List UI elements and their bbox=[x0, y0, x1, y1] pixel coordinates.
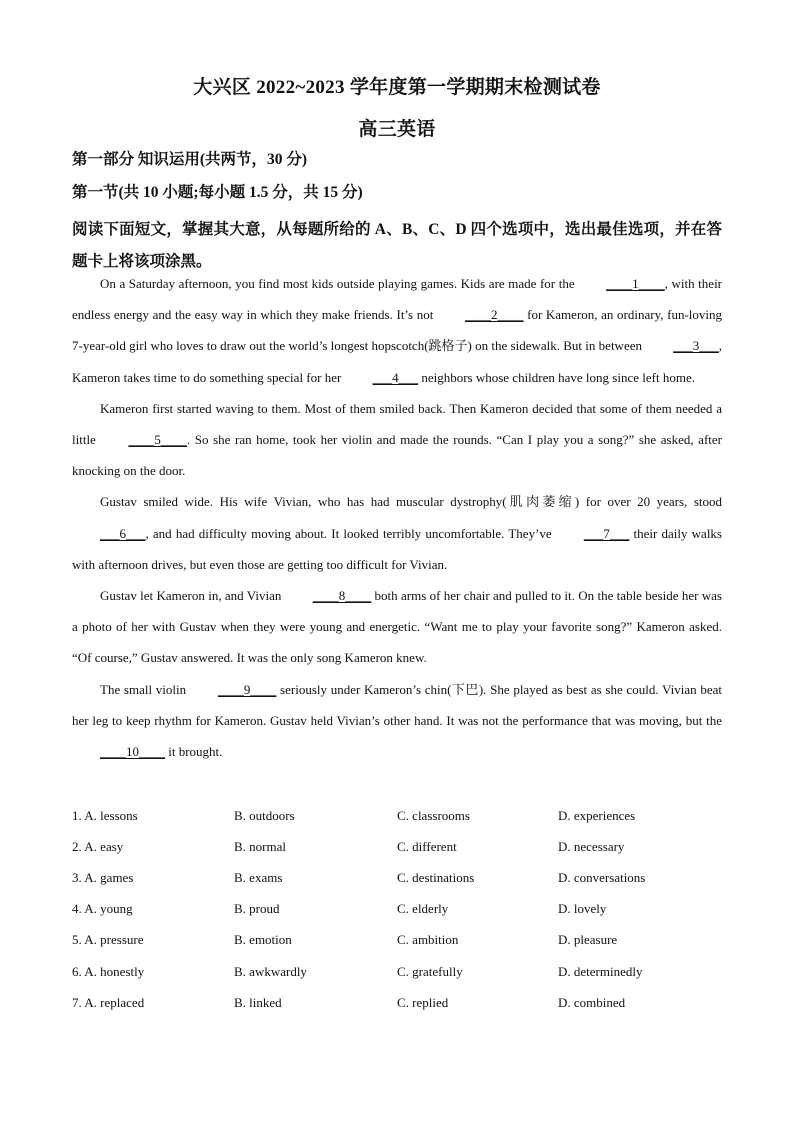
option: B. outdoors bbox=[234, 807, 295, 823]
text: , Kameron takes time to do something special for her bbox=[72, 338, 722, 385]
paragraph-4 bbox=[72, 580, 722, 674]
option-row-3 bbox=[72, 862, 722, 893]
option: 1. A. lessons bbox=[72, 807, 138, 823]
option-row-1 bbox=[72, 800, 722, 831]
text: Kameron first started waving to them. Most of them smiled back. Then Kameron decided that some of them needed a little bbox=[72, 400, 722, 448]
blank-9: ____9____ bbox=[217, 681, 277, 697]
option-row-4 bbox=[72, 894, 722, 925]
option: C. destinations bbox=[397, 869, 475, 885]
option: C. ambition bbox=[397, 932, 459, 948]
option: D. pleasure bbox=[558, 932, 618, 948]
blank-6: ___6___ bbox=[100, 525, 146, 541]
paragraph-2 bbox=[72, 393, 722, 487]
text: it brought. bbox=[165, 744, 223, 760]
option: D. necessary bbox=[558, 838, 625, 854]
text: . So she ran home, took her violin and made the rounds. “Can I play you a song?” she asked, after knocking on the door. bbox=[72, 432, 722, 479]
option: D. determinedly bbox=[558, 963, 643, 979]
answer-options bbox=[72, 800, 722, 1018]
instruction: 阅读下面短文，掌握其大意，从每题所给的 A、B、C、D 四个选项中，选出最佳选项，并在答题卡上将该项涂黑。 bbox=[72, 221, 722, 270]
text: neighbors whose children have long since left home. bbox=[418, 369, 695, 385]
exam-title: 大兴区 2022~2023 学年度第一学期期末检测试卷 bbox=[193, 77, 601, 98]
option: 2. A. easy bbox=[72, 838, 124, 854]
option: B. exams bbox=[234, 869, 283, 885]
option: C. gratefully bbox=[397, 963, 463, 979]
option: D. experiences bbox=[558, 807, 636, 823]
option: B. normal bbox=[234, 838, 286, 854]
option: C. classrooms bbox=[397, 807, 470, 823]
option: B. emotion bbox=[234, 932, 292, 948]
blank-7: ___7___ bbox=[583, 525, 630, 541]
blank-10: ____10____ bbox=[100, 744, 165, 760]
option: D. conversations bbox=[558, 869, 646, 885]
blank-8: ____8____ bbox=[312, 588, 372, 604]
option: B. linked bbox=[234, 994, 282, 1010]
option: 7. A. replaced bbox=[72, 994, 145, 1010]
text: On a Saturday afternoon, you find most kids outside playing games. Kids are made for the bbox=[100, 276, 579, 291]
text: their daily walks with afternoon drives, but even those are getting too difficult for Vivian. bbox=[72, 525, 722, 572]
option: C. replied bbox=[397, 994, 449, 1010]
text: Gustav let Kameron in, and Vivian bbox=[100, 588, 285, 604]
cloze-passage bbox=[72, 268, 722, 767]
option: 6. A. honestly bbox=[72, 963, 145, 979]
option: 5. A. pressure bbox=[72, 932, 144, 948]
option: D. combined bbox=[558, 994, 626, 1010]
text: for Kameron, an ordinary, fun-loving 7-year-old girl who loves to draw out the world’s longest hopscotch(跳格子) on the sidewalk. But in between bbox=[72, 307, 723, 354]
part-heading: 第一部分 知识运用(共两节，30 分) bbox=[72, 151, 308, 168]
text: The small violin bbox=[100, 681, 190, 697]
text: seriously under Kameron’s chin(下巴). She played as best as she could. Vivian beat her leg to keep rhythm for Kameron. Gustav held Vivian’s other hand. It was not the performance that was moving, but the bbox=[72, 681, 722, 728]
option-row-2 bbox=[72, 831, 722, 862]
option: C. different bbox=[397, 838, 457, 854]
option: 3. A. games bbox=[72, 869, 134, 885]
option: B. awkwardly bbox=[234, 963, 307, 979]
blank-3: ___3___ bbox=[673, 338, 719, 354]
option-row-6 bbox=[72, 956, 722, 987]
option-row-5 bbox=[72, 925, 722, 956]
option-row-7 bbox=[72, 987, 722, 1018]
paragraph-5 bbox=[72, 674, 722, 768]
blank-2: ____2____ bbox=[464, 307, 524, 323]
exam-subject: 高三英语 bbox=[358, 119, 436, 140]
option: D. lovely bbox=[558, 901, 607, 917]
option: C. elderly bbox=[397, 901, 449, 917]
text: , with their endless energy and the easy way in which they make friends. It’s not bbox=[72, 276, 723, 323]
paragraph-1 bbox=[72, 268, 722, 393]
blank-1: ____1____ bbox=[606, 276, 665, 291]
text: , and had difficulty moving about. It looked terribly uncomfortable. They’ve bbox=[145, 525, 556, 541]
option: B. proud bbox=[234, 901, 280, 917]
option: 4. A. young bbox=[72, 901, 133, 917]
blank-5: ____5____ bbox=[128, 432, 187, 448]
paragraph-3 bbox=[72, 486, 722, 580]
blank-4: ___4___ bbox=[372, 369, 419, 385]
text: Gustav smiled wide. His wife Vivian, who has had muscular dystrophy(肌肉萎缩) for over 20 years, stood bbox=[100, 494, 722, 510]
text: both arms of her chair and pulled to it. On the table beside her was a photo of her with Gustav when they were young and energetic. “Want me to play your favorite song?” Kameron asked. “Of course,” Gustav answered. It was the only song Kameron knew. bbox=[72, 588, 722, 666]
section-heading: 第一节(共 10 小题;每小题 1.5 分，共 15 分) bbox=[72, 184, 363, 201]
